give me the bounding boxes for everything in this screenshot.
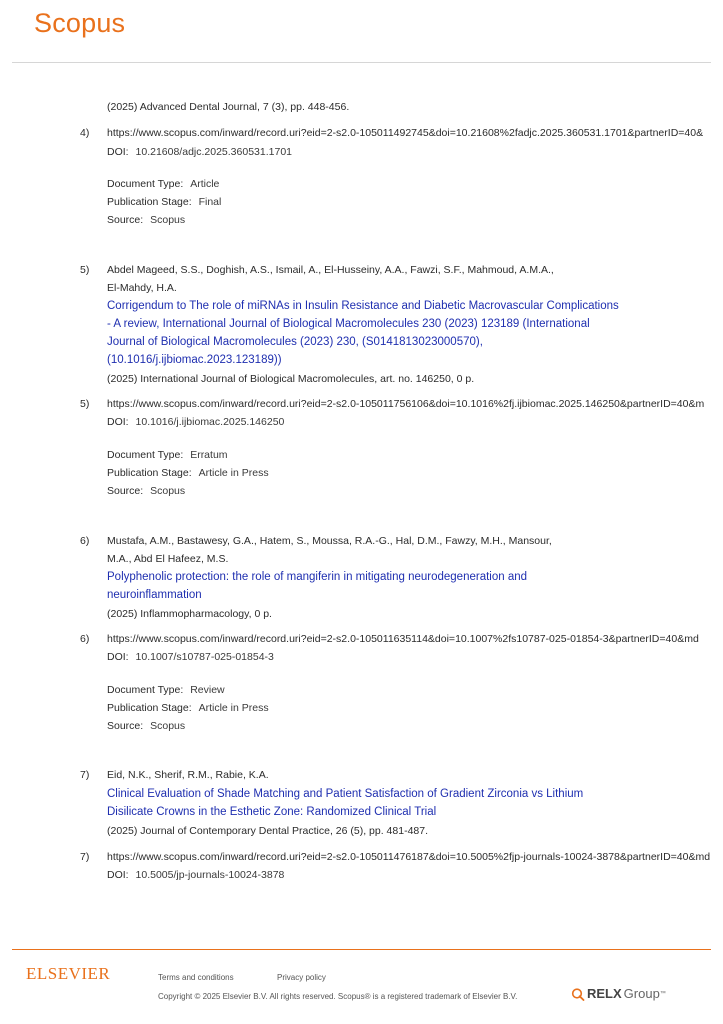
scopus-logo[interactable]: Scopus: [34, 8, 126, 38]
entry-number: 5): [80, 398, 90, 410]
document-type-value: Article: [190, 178, 220, 190]
source-label: Source:: [107, 720, 144, 732]
doi-value: 10.1007/s10787-025-01854-3: [135, 651, 274, 663]
document-type-label: Document Type:: [107, 449, 184, 461]
article-title-link[interactable]: neuroinflammation: [107, 589, 202, 601]
doi-row: [107, 651, 274, 664]
doi-label: DOI:: [107, 651, 129, 663]
source-row: [107, 214, 185, 227]
article-title-link[interactable]: Disilicate Crowns in the Esthetic Zone: Randomized Clinical Trial: [107, 806, 437, 818]
authors-line: Eid, N.K., Sherif, R.M., Rabie, K.A.: [107, 769, 269, 781]
doi-row: [107, 869, 284, 882]
footer-divider: [12, 949, 711, 950]
article-title-link[interactable]: - A review, International Journal of Biological Macromolecules 230 (2023) 123189 (International: [107, 318, 590, 330]
doi-label: DOI:: [107, 869, 129, 881]
publication-stage-label: Publication Stage:: [107, 196, 192, 208]
relx-mark-icon: [571, 987, 585, 1001]
entry-number: 6): [80, 633, 90, 645]
citation-source: (2025) Journal of Contemporary Dental Practice, 26 (5), pp. 481-487.: [107, 825, 429, 837]
relx-trademark: ™: [659, 990, 666, 997]
document-type-value: Erratum: [190, 449, 228, 461]
doi-row: [107, 146, 292, 159]
elsevier-logo[interactable]: ELSEVIER: [26, 964, 111, 983]
source-label: Source:: [107, 214, 144, 226]
doi-value: 10.21608/adjc.2025.360531.1701: [135, 146, 292, 158]
authors-line: M.A., Abd El Hafeez, M.S.: [107, 553, 229, 565]
record-url[interactable]: https://www.scopus.com/inward/record.uri?eid=2-s2.0-105011756106&doi=10.1016%2fj.ijbiomac.2025.146250&partnerID=40&m: [107, 398, 705, 410]
record-url[interactable]: https://www.scopus.com/inward/record.uri?eid=2-s2.0-105011492745&doi=10.21608%2fadjc.2025.360531.1701&partnerID=40&: [107, 127, 704, 139]
relx-group-text: Group: [623, 986, 660, 1001]
doi-row: [107, 416, 284, 429]
terms-link[interactable]: Terms and conditions: [158, 973, 234, 982]
source-value: Scopus: [150, 214, 186, 226]
doi-label: DOI:: [107, 146, 129, 158]
entry-number: 7): [80, 769, 90, 781]
publication-stage-value: Article in Press: [198, 467, 269, 479]
privacy-link[interactable]: Privacy policy: [277, 973, 326, 982]
document-type-label: Document Type:: [107, 684, 184, 696]
relx-wordmark: RELX: [587, 986, 622, 1001]
entry-number: 4): [80, 127, 90, 139]
citation-source: (2025) Advanced Dental Journal, 7 (3), pp. 448-456.: [107, 101, 350, 113]
document-type-value: Review: [190, 684, 225, 696]
document-type-label: Document Type:: [107, 178, 184, 190]
header-divider: [12, 62, 711, 63]
authors-line: Mustafa, A.M., Bastawesy, G.A., Hatem, S., Moussa, R.A.-G., Hal, D.M., Fawzy, M.H., Mansour,: [107, 535, 552, 547]
copyright-text: Copyright © 2025 Elsevier B.V. All rights reserved. Scopus® is a registered trademark of Elsevier B.V.: [158, 992, 518, 1001]
authors-line: El-Mahdy, H.A.: [107, 282, 177, 294]
record-url[interactable]: https://www.scopus.com/inward/record.uri?eid=2-s2.0-105011635114&doi=10.1007%2fs10787-025-01854-3&partnerID=40&md: [107, 633, 699, 645]
article-title-link[interactable]: Clinical Evaluation of Shade Matching and Patient Satisfaction of Gradient Zirconia vs Lithium: [107, 788, 584, 800]
publication-stage-label: Publication Stage:: [107, 702, 192, 714]
document-type-row: [107, 449, 228, 462]
publication-stage-row: [107, 196, 221, 209]
citation-source: (2025) International Journal of Biological Macromolecules, art. no. 146250, 0 p.: [107, 373, 475, 385]
source-row: [107, 485, 185, 498]
publication-stage-row: [107, 467, 269, 480]
doi-value: 10.1016/j.ijbiomac.2025.146250: [135, 416, 285, 428]
source-row: [107, 720, 185, 733]
entry-number: 7): [80, 851, 90, 863]
doi-label: DOI:: [107, 416, 129, 428]
article-title-link[interactable]: (10.1016/j.ijbiomac.2023.123189)): [107, 354, 282, 366]
authors-line: Abdel Mageed, S.S., Doghish, A.S., Ismail, A., El-Husseiny, A.A., Fawzi, S.F., Mahmoud, A.M.A.,: [107, 264, 554, 276]
publication-stage-row: [107, 702, 269, 715]
record-url[interactable]: https://www.scopus.com/inward/record.uri?eid=2-s2.0-105011476187&doi=10.5005%2fjp-journals-10024-3878&partnerID=40&md: [107, 851, 711, 863]
doi-value: 10.5005/jp-journals-10024-3878: [135, 869, 285, 881]
citation-source: (2025) Inflammopharmacology, 0 p.: [107, 608, 272, 620]
article-title-link[interactable]: Corrigendum to The role of miRNAs in Insulin Resistance and Diabetic Macrovascular Complications: [107, 300, 619, 312]
document-type-row: [107, 178, 219, 191]
source-label: Source:: [107, 485, 144, 497]
document-type-row: [107, 684, 225, 697]
article-title-link[interactable]: Journal of Biological Macromolecules (2023) 230, (S0141813023000570),: [107, 336, 483, 348]
publication-stage-value: Final: [198, 196, 222, 208]
publication-stage-label: Publication Stage:: [107, 467, 192, 479]
publication-stage-value: Article in Press: [198, 702, 269, 714]
entry-number: 5): [80, 264, 90, 276]
source-value: Scopus: [150, 720, 186, 732]
entry-number: 6): [80, 535, 90, 547]
relx-logo[interactable]: [571, 986, 666, 1001]
article-title-link[interactable]: Polyphenolic protection: the role of mangiferin in mitigating neurodegeneration and: [107, 571, 528, 583]
source-value: Scopus: [150, 485, 186, 497]
